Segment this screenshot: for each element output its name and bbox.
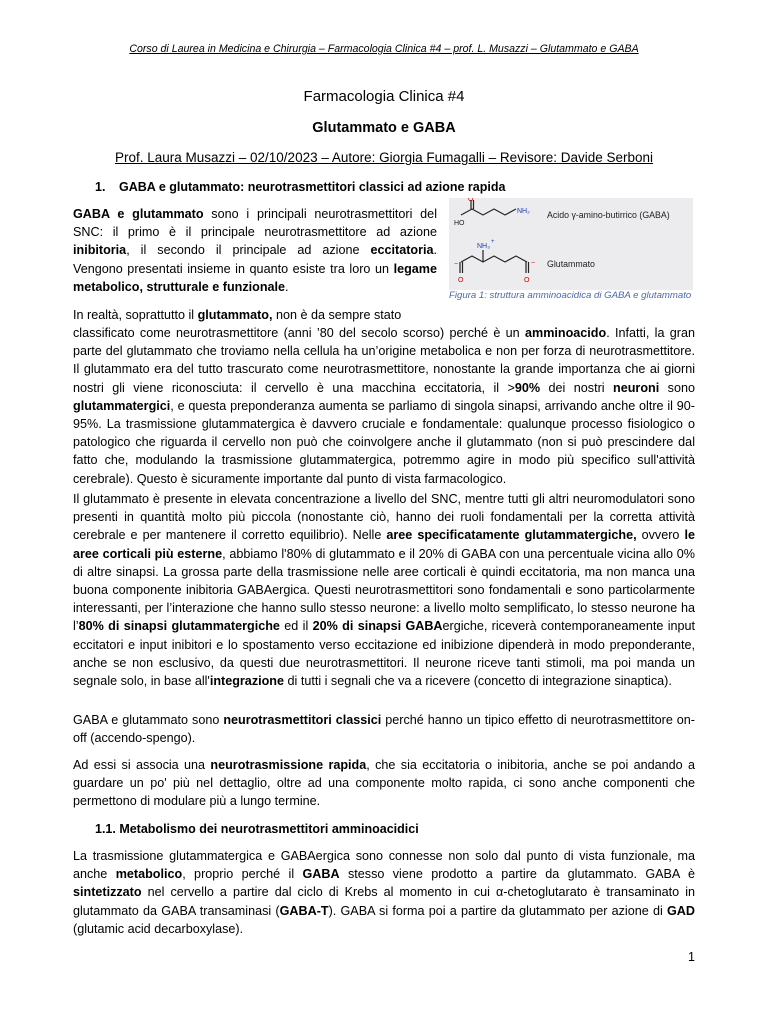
bold-text-run: glutammato, — [197, 308, 273, 322]
text-run: ). GABA si forma poi a partire da glutammato per azione di — [328, 903, 667, 918]
bold-text-run: glutammatergici — [73, 398, 171, 413]
page-title: Glutammato e GABA — [312, 120, 456, 136]
glu-right-o-minus: − — [531, 260, 536, 267]
bold-text-run: integrazione — [209, 674, 285, 689]
paragraph-6 — [73, 847, 695, 938]
bold-text-run: GABA e glutammato — [73, 207, 204, 221]
text-run: In realtà, soprattutto il — [73, 308, 198, 322]
text-run: . Infatti, la gran parte del glutammato che troviamo nella cellula ha un’origine metabolica e non per forza di neurotrasmettitore. Il glutammato era del tutto trascurato come neurotrasmettitore, nonostante la grande importanza che ai giorni nostri gli viene riconosciuta: il cervello è una macchina eccitatoria, il > — [73, 326, 695, 395]
bold-text-run: 90% — [514, 380, 541, 395]
section-number: 1. — [95, 180, 106, 194]
text-run: La trasmissione glutammatergica e GABAergica sono connesse non solo dal punto di vista funzionale, ma anche — [73, 849, 695, 882]
text-run: sono — [659, 380, 695, 395]
bold-text-run: sintetizzato — [73, 885, 142, 900]
authors-line: Prof. Laura Musazzi – 02/10/2023 – Autore: Giorgia Fumagalli – Revisore: Davide Serboni — [114, 150, 654, 165]
bold-text-run: neuroni — [613, 380, 660, 395]
glu-left-o-minus: − — [454, 261, 459, 268]
gaba-ho-label: HO — [454, 220, 465, 227]
text-run: non è da sempre stato — [272, 308, 402, 322]
bold-text-run: inibitoria — [73, 243, 127, 258]
paragraph-3 — [73, 490, 695, 690]
bold-text-run: neurotrasmettitori classici — [223, 713, 382, 727]
figure-structures — [449, 198, 693, 290]
bold-text-run: neurotrasmissione rapida — [210, 758, 367, 772]
text-run: ovvero — [636, 528, 685, 543]
gaba-label: Acido γ-amino-butirrico (GABA) — [547, 210, 670, 220]
text-run: stesso viene prodotto a partire da glutammato. GABA è — [339, 867, 695, 882]
gaba-nh2-label: NH₂ — [517, 208, 530, 215]
gaba-o-label: O — [468, 198, 474, 203]
bold-text-run: 80% di sinapsi glutammatergiche — [78, 619, 280, 634]
bold-text-run: GABA-T — [279, 903, 329, 918]
glutamate-label: Glutammato — [547, 259, 595, 269]
text-run: GABA e glutammato sono — [73, 713, 224, 727]
paragraph-4 — [73, 711, 695, 747]
bold-text-run: aree specificatamente glutammatergiche, — [386, 528, 637, 543]
text-run: perché hanno un tipico effetto di neurotrasmettitore on-off (accendo-spengo). — [73, 713, 695, 746]
bold-text-run: eccitatoria — [370, 243, 434, 258]
text-run: , e questa preponderanza aumenta se parliamo di singola sinapsi, arrivando anche oltre il 90-95%. La trasmissione glutammatergica è davvero cruciale e fondamentale: qualunque processo fisiologico o patologico che riguarda il cervello non può che coinvolgere anche il glutammato (non si può prescindere dal fatto che, modulando la trasmissione glutammatergica, potremmo agire in modo più specifico sull'attività cerebrale). Questo è sicuramente importante dal punto di vista farmacologico. — [73, 398, 695, 486]
glu-left-o-label: O — [458, 277, 464, 284]
bold-text-run: GAD — [667, 903, 695, 918]
paragraph-2-body — [73, 324, 695, 488]
section-heading-1-1: 1.1. Metabolismo dei neurotrasmettitori amminoacidici — [95, 822, 419, 836]
text-run: (glutamic acid decarboxylase). — [73, 921, 244, 936]
gaba-backbone — [461, 209, 516, 215]
paragraph-5 — [73, 756, 695, 811]
text-run: ergiche, riceverà contemporaneamente input eccitatori e input inibitori e lo spostamento verso eccitazione ed inibizione dipenderà in modo preponderante, anche se non esclusivo, da questi due neurotrasmettitori. Il neurone riceve tanti stimoli, ma poi manda un segnale solo, in base all' — [73, 619, 696, 689]
molecule-diagram — [449, 198, 693, 290]
bold-text-run: GABA — [302, 867, 340, 882]
figure-caption: Figura 1: struttura amminoacidica di GABA e glutammato — [449, 290, 692, 301]
bold-text-run: 20% di sinapsi GABA — [312, 619, 443, 634]
text-run: , il secondo il principale ad azione — [126, 243, 371, 258]
text-run: Il glutammato è presente in elevata concentrazione a livello del SNC, mentre tutti gli altri neuromodulatori sono presenti in quantità molto più piccola (nonostante ciò, hanno dei ruoli fondamentali per la corretta attività cerebrale e per mantenere il corretto equilibrio). Nelle — [73, 492, 695, 543]
course-title: Farmacologia Clinica #4 — [303, 88, 465, 105]
page-number: 1 — [688, 950, 695, 964]
glu-backbone — [461, 256, 527, 262]
section-heading-1 — [95, 180, 505, 194]
text-run: di tutti i segnali che va a ricevere (concetto di integrazione sinaptica). — [284, 674, 672, 689]
glu-nh3-label: NH₃ — [477, 243, 490, 250]
bold-text-run: le aree corticali più esterne — [73, 528, 695, 561]
bold-text-run: legame metabolico, strutturale e funzionale — [73, 261, 437, 294]
text-run: Ad essi si associa una — [73, 758, 211, 772]
paragraph-2-start — [73, 306, 437, 324]
section-title: GABA e glutammato: neurotrasmettitori classici ad azione rapida — [119, 180, 506, 194]
glu-plus-label: + — [491, 239, 495, 245]
paragraph-intro — [73, 205, 437, 296]
text-run: , abbiamo l'80% di glutammato e il 20% di GABA con una percentuale vicina allo 0% di altre sinapsi. La grossa parte della trasmissione nelle aree corticali è quindi eccitatoria, ma non manca una buona componente inibitoria GABAergica. Questi neurotrasmettitori sono fondamentali e sono particolarmente interessanti, per l’interazione che hanno sullo stesso neurone: a livello molto semplificato, lo stesso neurone ha l’ — [73, 546, 695, 634]
text-run: . — [285, 279, 289, 294]
text-run: , che sia eccitatoria o inibitoria, anche se poi andando a guardare un po' più nel dettaglio, oltre ad una componente molto rapida, ci sono anche componenti che permettono di modulare più a lungo termine. — [73, 758, 695, 809]
text-run: . Vengono presentati insieme in quanto esiste tra loro un — [73, 243, 437, 276]
bold-text-run: metabolico — [115, 867, 183, 882]
glu-right-o-label: O — [524, 277, 530, 284]
running-header: Corso di Laurea in Medicina e Chirurgia – Farmacologia Clinica #4 – prof. L. Musazzi – Glutammato e GABA — [129, 43, 639, 55]
text-run: sono i principali neurotrasmettitori del SNC: il primo è il principale neurotrasmettitore ad azione — [73, 207, 437, 240]
bold-text-run: amminoacido — [525, 326, 607, 340]
text-run: , proprio perché il — [182, 867, 303, 882]
text-run: classificato come neurotrasmettitore (anni ’80 del secolo scorso) perché è un — [73, 326, 526, 340]
text-run: nel cervello a partire dal ciclo di Krebs al momento in cui α-chetoglutarato è transaminato in glutammato da GABA transaminasi ( — [73, 885, 695, 918]
text-run: dei nostri — [540, 380, 614, 395]
text-run: ed il — [279, 619, 313, 634]
